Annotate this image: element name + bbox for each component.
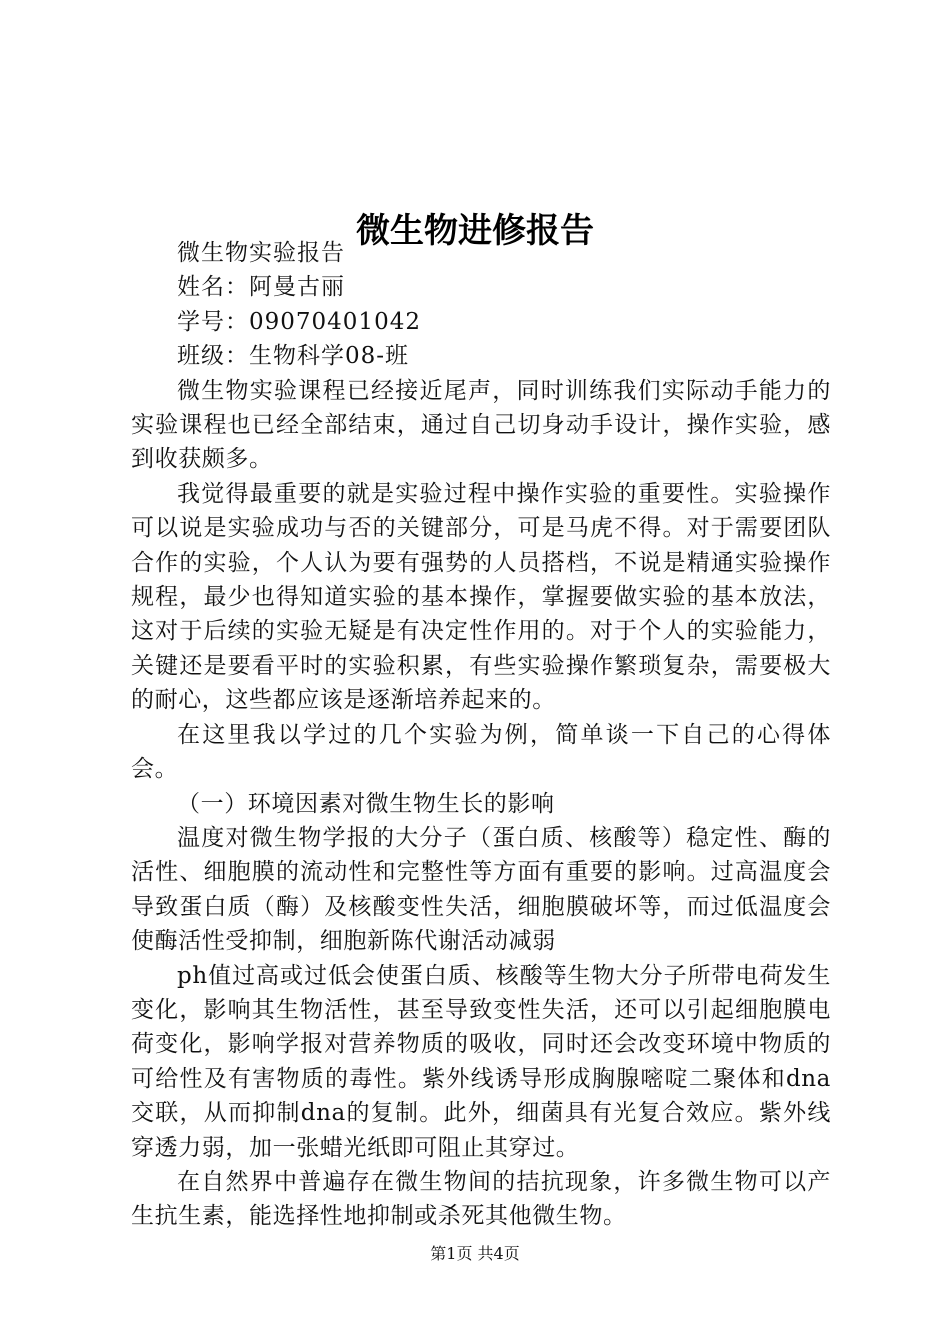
paragraph-examples: 在这里我以学过的几个实验为例，简单谈一下自己的心得体会。 bbox=[131, 721, 831, 783]
student-name: 姓名：阿曼古丽 bbox=[177, 274, 345, 301]
document-title: 微生物进修报告 bbox=[356, 210, 594, 251]
student-class: 班级：生物科学08-班 bbox=[177, 343, 410, 370]
paragraph-intro: 微生物实验课程已经接近尾声，同时训练我们实际动手能力的实验课程也已经全部结束，通过自己切身动手设计，操作实验，感到收获颇多。 bbox=[131, 377, 831, 473]
paragraph-ph: ph值过高或过低会使蛋白质、核酸等生物大分子所带电荷发生变化，影响其生物活性，甚至导致变性失活，还可以引起细胞膜电荷变化，影响学报对营养物质的吸收，同时还会改变环境中物质的可给性及有害物质的毒性。紫外线诱导形成胸腺嘧啶二聚体和dna交联，从而抑制dna的复制。此外，细菌具有光复合效应。紫外线穿透力弱，加一张蜡光纸即可阻止其穿过。 bbox=[131, 962, 831, 1161]
paragraph-temperature: 温度对微生物学报的大分子（蛋白质、核酸等）稳定性、酶的活性、细胞膜的流动性和完整性等方面有重要的影响。过高温度会导致蛋白质（酶）及核酸变性失活，细胞膜破坏等，而过低温度会使酶活性受抑制，细胞新陈代谢活动减弱 bbox=[131, 824, 831, 955]
page-footer: 第1页 共4页 bbox=[430, 1244, 520, 1263]
paragraph-importance: 我觉得最重要的就是实验过程中操作实验的重要性。实验操作可以说是实验成功与否的关键部分，可是马虎不得。对于需要团队合作的实验，个人认为要有强势的人员搭档，不说是精通实验操作规程，最少也得知道实验的基本操作，掌握要做实验的基本放法，这对于后续的实验无疑是有决定性作用的。对于个人的实验能力，关键还是要看平时的实验积累，有些实验操作繁琐复杂，需要极大的耐心，这些都应该是逐渐培养起来的。 bbox=[131, 480, 831, 714]
student-id: 学号：09070401042 bbox=[177, 308, 421, 335]
document-body bbox=[131, 236, 831, 1234]
report-heading: 微生物实验报告 bbox=[177, 240, 345, 266]
paragraph-antagonism: 在自然界中普遍存在微生物间的拮抗现象，许多微生物可以产生抗生素，能选择性地抑制或杀死其他微生物。 bbox=[131, 1168, 831, 1230]
section-heading: （一）环境因素对微生物生长的影响 bbox=[177, 790, 555, 817]
